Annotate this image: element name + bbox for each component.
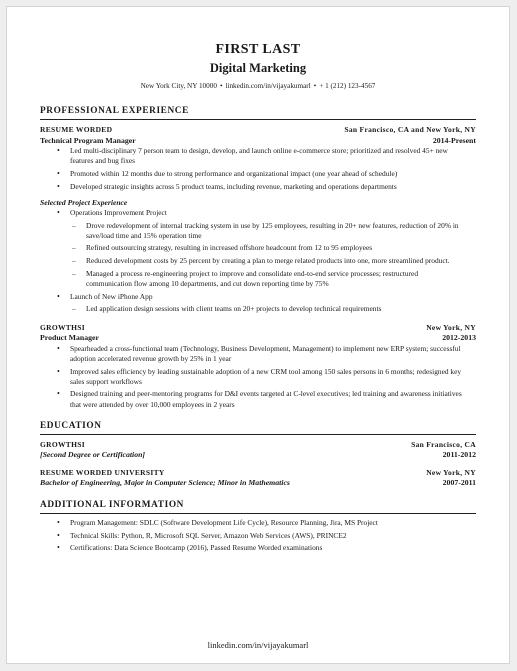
job-bullet: • Spearheaded a cross-functional team (Technology, Business Development, Management) to implement new ERP system; successful adoption accelerated revenue growth by 25% in 1 year (40, 344, 476, 364)
candidate-title: Digital Marketing (209, 61, 307, 75)
school-header-row (40, 440, 476, 451)
job-header-row (40, 125, 476, 136)
project-item: – Drove redevelopment of internal tracking system in use by 125 employees, resulting in 20+ new features, reduction of 20% in save/load time and 15% operation time (40, 221, 476, 241)
section-heading-additional: ADDITIONAL INFORMATION (40, 499, 476, 514)
projects-subheading: Selected Project Experience (40, 197, 128, 207)
project-item: – Refined outsourcing strategy, resulting in increased offshore headcount from 12 to 95 employees (40, 243, 476, 253)
job-role-row (40, 136, 476, 147)
section-heading-education: EDUCATION (40, 420, 476, 435)
job-role: Product Manager (40, 333, 99, 343)
project-item: – Led application design sessions with client teams on 20+ projects to develop technical requirements (40, 304, 476, 314)
project-item: – Managed a process re-engineering project to improve and consolidate end-to-end service processes; restructured communication flow among 10 departments, and cut down reporting time by 75% (40, 269, 476, 289)
school-dates: 2007-2011 (442, 478, 476, 488)
job-bullet: • Developed strategic insights across 5 product teams, including revenue, marketing and operations departments (40, 182, 476, 192)
candidate-name: FIRST LAST (215, 42, 301, 57)
contact-linkedin[interactable]: linkedin.com/in/vijayakumarl (225, 82, 311, 90)
contact-phone: + 1 (212) 123-4567 (319, 82, 376, 90)
project-name: • Operations Improvement Project (40, 208, 476, 218)
job-company: GROWTHSI (40, 322, 85, 332)
job-location: San Francisco, CA and New York, NY (344, 125, 476, 134)
job-header-row (40, 323, 476, 334)
resume-page (6, 6, 510, 664)
job-bullet: • Promoted within 12 months due to strong performance and organizational impact (one year ahead of schedule) (40, 169, 476, 179)
job-bullet-list (40, 146, 476, 192)
school-degree-row (40, 450, 476, 461)
school-location: San Francisco, CA (411, 439, 476, 449)
school-degree-row (40, 478, 476, 489)
job-location: New York, NY (426, 322, 476, 332)
job-bullet-list (40, 344, 476, 410)
school-name: RESUME WORDED UNIVERSITY (40, 467, 165, 477)
contact-separator: • (219, 82, 223, 90)
school-name: GROWTHSI (40, 439, 85, 449)
additional-list (40, 518, 476, 554)
footer-linkedin-link[interactable]: linkedin.com/in/vijayakumarl (207, 640, 309, 650)
school-header-row (40, 468, 476, 479)
school-location: New York, NY (426, 467, 476, 477)
school-degree: Bachelor of Engineering, Major in Computer Science; Minor in Mathematics (40, 478, 290, 488)
project-name: • Launch of New iPhone App (40, 292, 476, 302)
contact-location: New York City, NY 10000 (140, 82, 217, 90)
job-company: RESUME WORDED (40, 125, 113, 134)
section-heading-experience: PROFESSIONAL EXPERIENCE (40, 105, 476, 120)
project-list (40, 208, 476, 315)
job-bullet: • Designed training and peer-mentoring programs for D&I events targeted at C-level executives; led training and awareness initiatives that were attended by over 10,000 employees in 2 years (40, 389, 476, 409)
job-role: Technical Program Manager (40, 135, 136, 145)
contact-separator: • (313, 82, 317, 90)
project-item: – Reduced development costs by 25 percent by creating a plan to merge related products into one, more streamlined product. (40, 256, 476, 266)
school-dates: 2011-2012 (442, 450, 476, 460)
job-dates: 2012-2013 (442, 333, 476, 343)
additional-item: • Technical Skills: Python, R, Microsoft SQL Server, Amazon Web Services (AWS), PRINCE2 (40, 531, 476, 541)
job-bullet: • Led multi-disciplinary 7 person team to design, develop, and launch online e-commerce store; prioritized and resolved 45+ new features and bug fixes (40, 146, 476, 166)
job-role-row (40, 333, 476, 344)
job-dates: 2014-Present (432, 135, 476, 145)
additional-item: • Certifications: Data Science Bootcamp (2016), Passed Resume Worded examinations (40, 543, 476, 553)
resume-content (40, 42, 476, 553)
additional-item: • Program Management: SDLC (Software Development Life Cycle), Resource Planning, Jira, MS Project (40, 518, 476, 528)
school-degree: [Second Degree or Certification] (40, 450, 146, 460)
contact-line (40, 81, 476, 91)
job-bullet: • Improved sales efficiency by leading sustainable adoption of a new CRM tool among 150 sales persons in 6 months; redesigned key sales support workflows (40, 367, 476, 387)
